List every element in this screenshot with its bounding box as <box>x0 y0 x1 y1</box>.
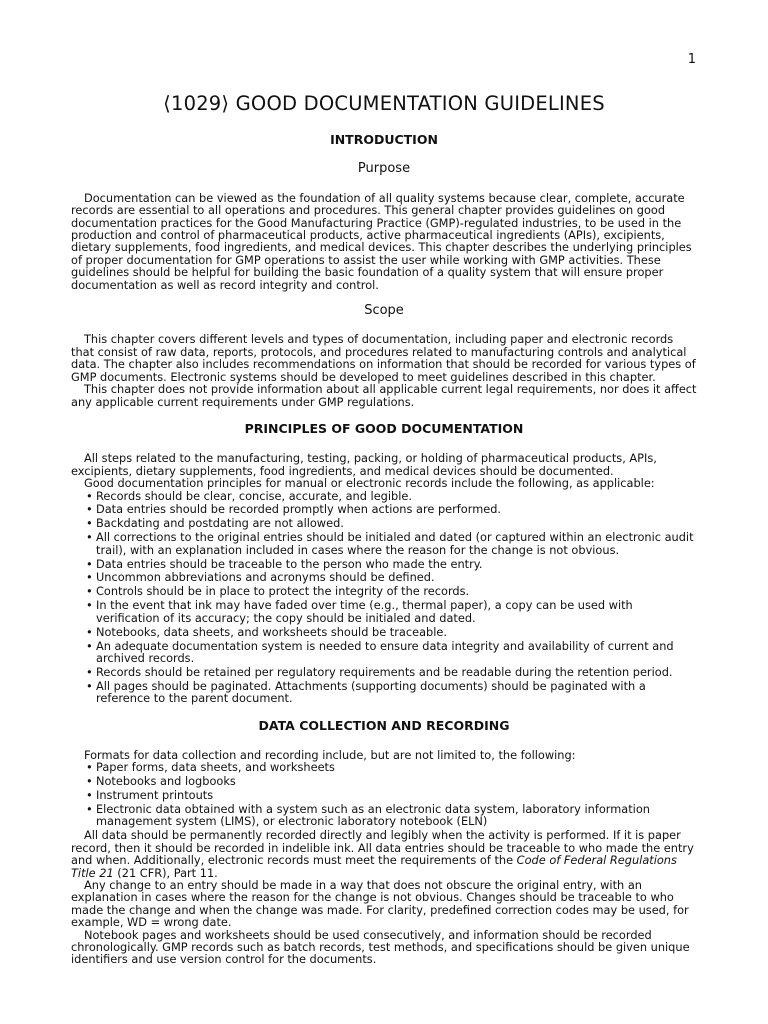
list-item: • Paper forms, data sheets, and worksheets <box>71 761 697 773</box>
heading-scope: Scope <box>364 303 404 319</box>
data-collection-paragraph-1: Formats for data collection and recording include, but are not limited to, the following: <box>84 747 576 762</box>
data-collection-paragraph-3: Any change to an entry should be made in a way that does not obscure the original entry, with an explanation in cases where the reason for the change is not obvious. Changes should be traceable to who made the change and when the change was made. For clarity, predefined correction codes may be used, for example, WD = wrong date. <box>71 878 689 930</box>
data-collection-paragraph-4: Notebook pages and worksheets should be used consecutively, and information should be recorded chronologically. GMP records such as batch records, test methods, and specifications should be given unique identifiers and use version control for the documents. <box>71 927 690 967</box>
principles-paragraph-1: All steps related to the manufacturing, testing, packing, or holding of pharmaceutical products, APIs, excipients, dietary supplements, food ingredients, and medical devices should be documented. <box>71 451 657 478</box>
heading-data-collection: DATA COLLECTION AND RECORDING <box>258 717 510 733</box>
page-number: 1 <box>687 52 696 67</box>
list-item: • Notebooks, data sheets, and worksheets should be traceable. <box>71 626 697 638</box>
paragraph-text: All data should be permanently recorded directly and legibly when the activity is performed. If it is paper record, then it should be recorded in indelible ink. All data entries should be traceable to who made the entry and when. Additionally, electronic records must meet the requirements of the <box>71 828 694 868</box>
principles-paragraph-2: Good documentation principles for manual or electronic records include the following, as applicable: <box>84 476 655 491</box>
scope-paragraph-1: This chapter covers different levels and types of documentation, including paper and electronic records that consist of raw data, reports, protocols, and procedures related to manufacturing controls and analytical data. The chapter also includes recommendations on information that should be recorded for various types of GMP documents. Electronic systems should be developed to meet guidelines described in this chapter. <box>71 332 696 384</box>
purpose-paragraph: Documentation can be viewed as the foundation of all quality systems because clear, complete, accurate records are essential to all operations and procedures. This general chapter provides guidelines on good documentation practices for the Good Manufacturing Practice (GMP)-regulated industries, to be used in the production and control of pharmaceutical products, active pharmaceutical ingredients (APIs), excipients, dietary supplements, food ingredients, and medical devices. This chapter describes the underlying principles of proper documentation for GMP operations to assist the user while working with GMP activities. These guidelines should be helpful for building the basic foundation of a quality system that will ensure proper documentation as well as record integrity and control. <box>71 190 692 292</box>
list-item: • All corrections to the original entries should be initialed and dated (or captured within an electronic audit trail), with an explanation included in cases where the reason for the change is not obvious. <box>71 531 697 556</box>
list-item: • All pages should be paginated. Attachments (supporting documents) should be paginated with a reference to the parent document. <box>71 680 697 705</box>
document-body <box>71 134 697 966</box>
list-item: • An adequate documentation system is needed to ensure data integrity and availability of current and archived records. <box>71 640 697 665</box>
heading-principles: PRINCIPLES OF GOOD DOCUMENTATION <box>244 420 524 436</box>
list-item: • Uncommon abbreviations and acronyms should be defined. <box>71 571 697 583</box>
data-collection-list <box>71 761 697 828</box>
list-item: • Records should be clear, concise, accurate, and legible. <box>71 490 697 502</box>
data-collection-paragraph-2 <box>71 829 697 879</box>
paragraph-text: (21 CFR), Part 11. <box>113 865 218 880</box>
list-item: • Data entries should be recorded promptly when actions are performed. <box>71 503 697 515</box>
cfr-title-reference: Code of Federal Regulations Title 21 <box>71 853 677 880</box>
principles-list <box>71 490 697 705</box>
list-item: • In the event that ink may have faded over time (e.g., thermal paper), a copy can be used with verification of its accuracy; the copy should be initialed and dated. <box>71 599 697 624</box>
document-title: ⟨1029⟩ GOOD DOCUMENTATION GUIDELINES <box>163 92 605 115</box>
heading-introduction: INTRODUCTION <box>330 132 438 147</box>
list-item: • Electronic data obtained with a system such as an electronic data system, laboratory information management system (LIMS), or electronic laboratory notebook (ELN) <box>71 803 697 828</box>
list-item: • Data entries should be traceable to the person who made the entry. <box>71 558 697 570</box>
list-item: • Records should be retained per regulatory requirements and be readable during the retention period. <box>71 666 697 678</box>
list-item: • Notebooks and logbooks <box>71 775 697 787</box>
list-item: • Instrument printouts <box>71 789 697 801</box>
scope-paragraph-2: This chapter does not provide information about all applicable current legal requirements, nor does it affect any applicable current requirements under GMP regulations. <box>71 382 697 409</box>
heading-purpose: Purpose <box>357 161 411 177</box>
list-item: • Backdating and postdating are not allowed. <box>71 517 697 529</box>
list-item: • Controls should be in place to protect the integrity of the records. <box>71 585 697 597</box>
